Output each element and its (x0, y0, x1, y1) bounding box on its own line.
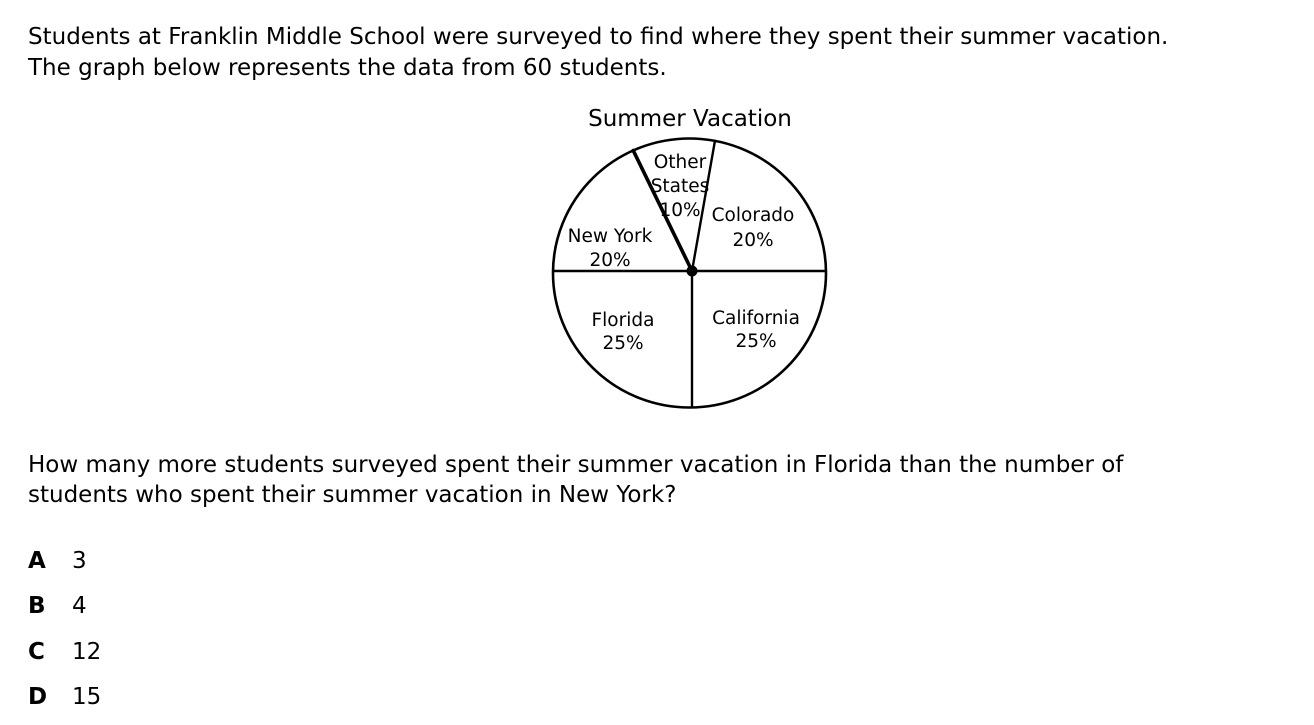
question-text (28, 450, 1298, 510)
pie-center-dot (687, 266, 698, 277)
question-line-2: students who spent their summer vacation in New York? (28, 482, 677, 508)
choice-value: 12 (72, 638, 102, 665)
choice-value: 15 (72, 684, 102, 711)
slice-label-line: States (650, 176, 710, 197)
slice-label-line: 10% (659, 200, 701, 221)
slice-label-line: 20% (732, 230, 774, 251)
choice-b[interactable] (28, 584, 101, 630)
slice-label-line: Colorado (711, 205, 795, 226)
chart-title: Summer Vacation (588, 106, 792, 132)
slice-label-line: Other (653, 152, 707, 173)
slice-label-line: California (712, 308, 800, 329)
intro-line-2: The graph below represents the data from 60 students. (28, 55, 667, 81)
slice-label-line: Florida (591, 310, 655, 331)
intro-text (28, 22, 1298, 84)
choice-letter: B (28, 593, 46, 620)
intro-line-1: Students at Franklin Middle School were surveyed to find where they spent their summer vacation. (28, 24, 1169, 50)
slice-label-line: 25% (602, 333, 644, 354)
choice-letter: C (28, 638, 45, 665)
choice-value: 3 (72, 547, 87, 574)
choice-c[interactable] (28, 629, 101, 675)
answer-choices (28, 538, 101, 720)
choice-d[interactable] (28, 675, 101, 721)
choice-letter: A (28, 547, 46, 574)
choice-a[interactable] (28, 538, 101, 584)
choice-letter: D (28, 684, 48, 711)
slice-label-other-states (651, 152, 710, 221)
slice-label-line: 20% (589, 250, 631, 271)
choice-value: 4 (72, 593, 87, 620)
pie-chart (540, 130, 840, 420)
question-line-1: How many more students surveyed spent their summer vacation in Florida than the number of (28, 452, 1124, 478)
slice-label-line: 25% (735, 331, 777, 352)
slice-label-line: New York (567, 226, 653, 247)
